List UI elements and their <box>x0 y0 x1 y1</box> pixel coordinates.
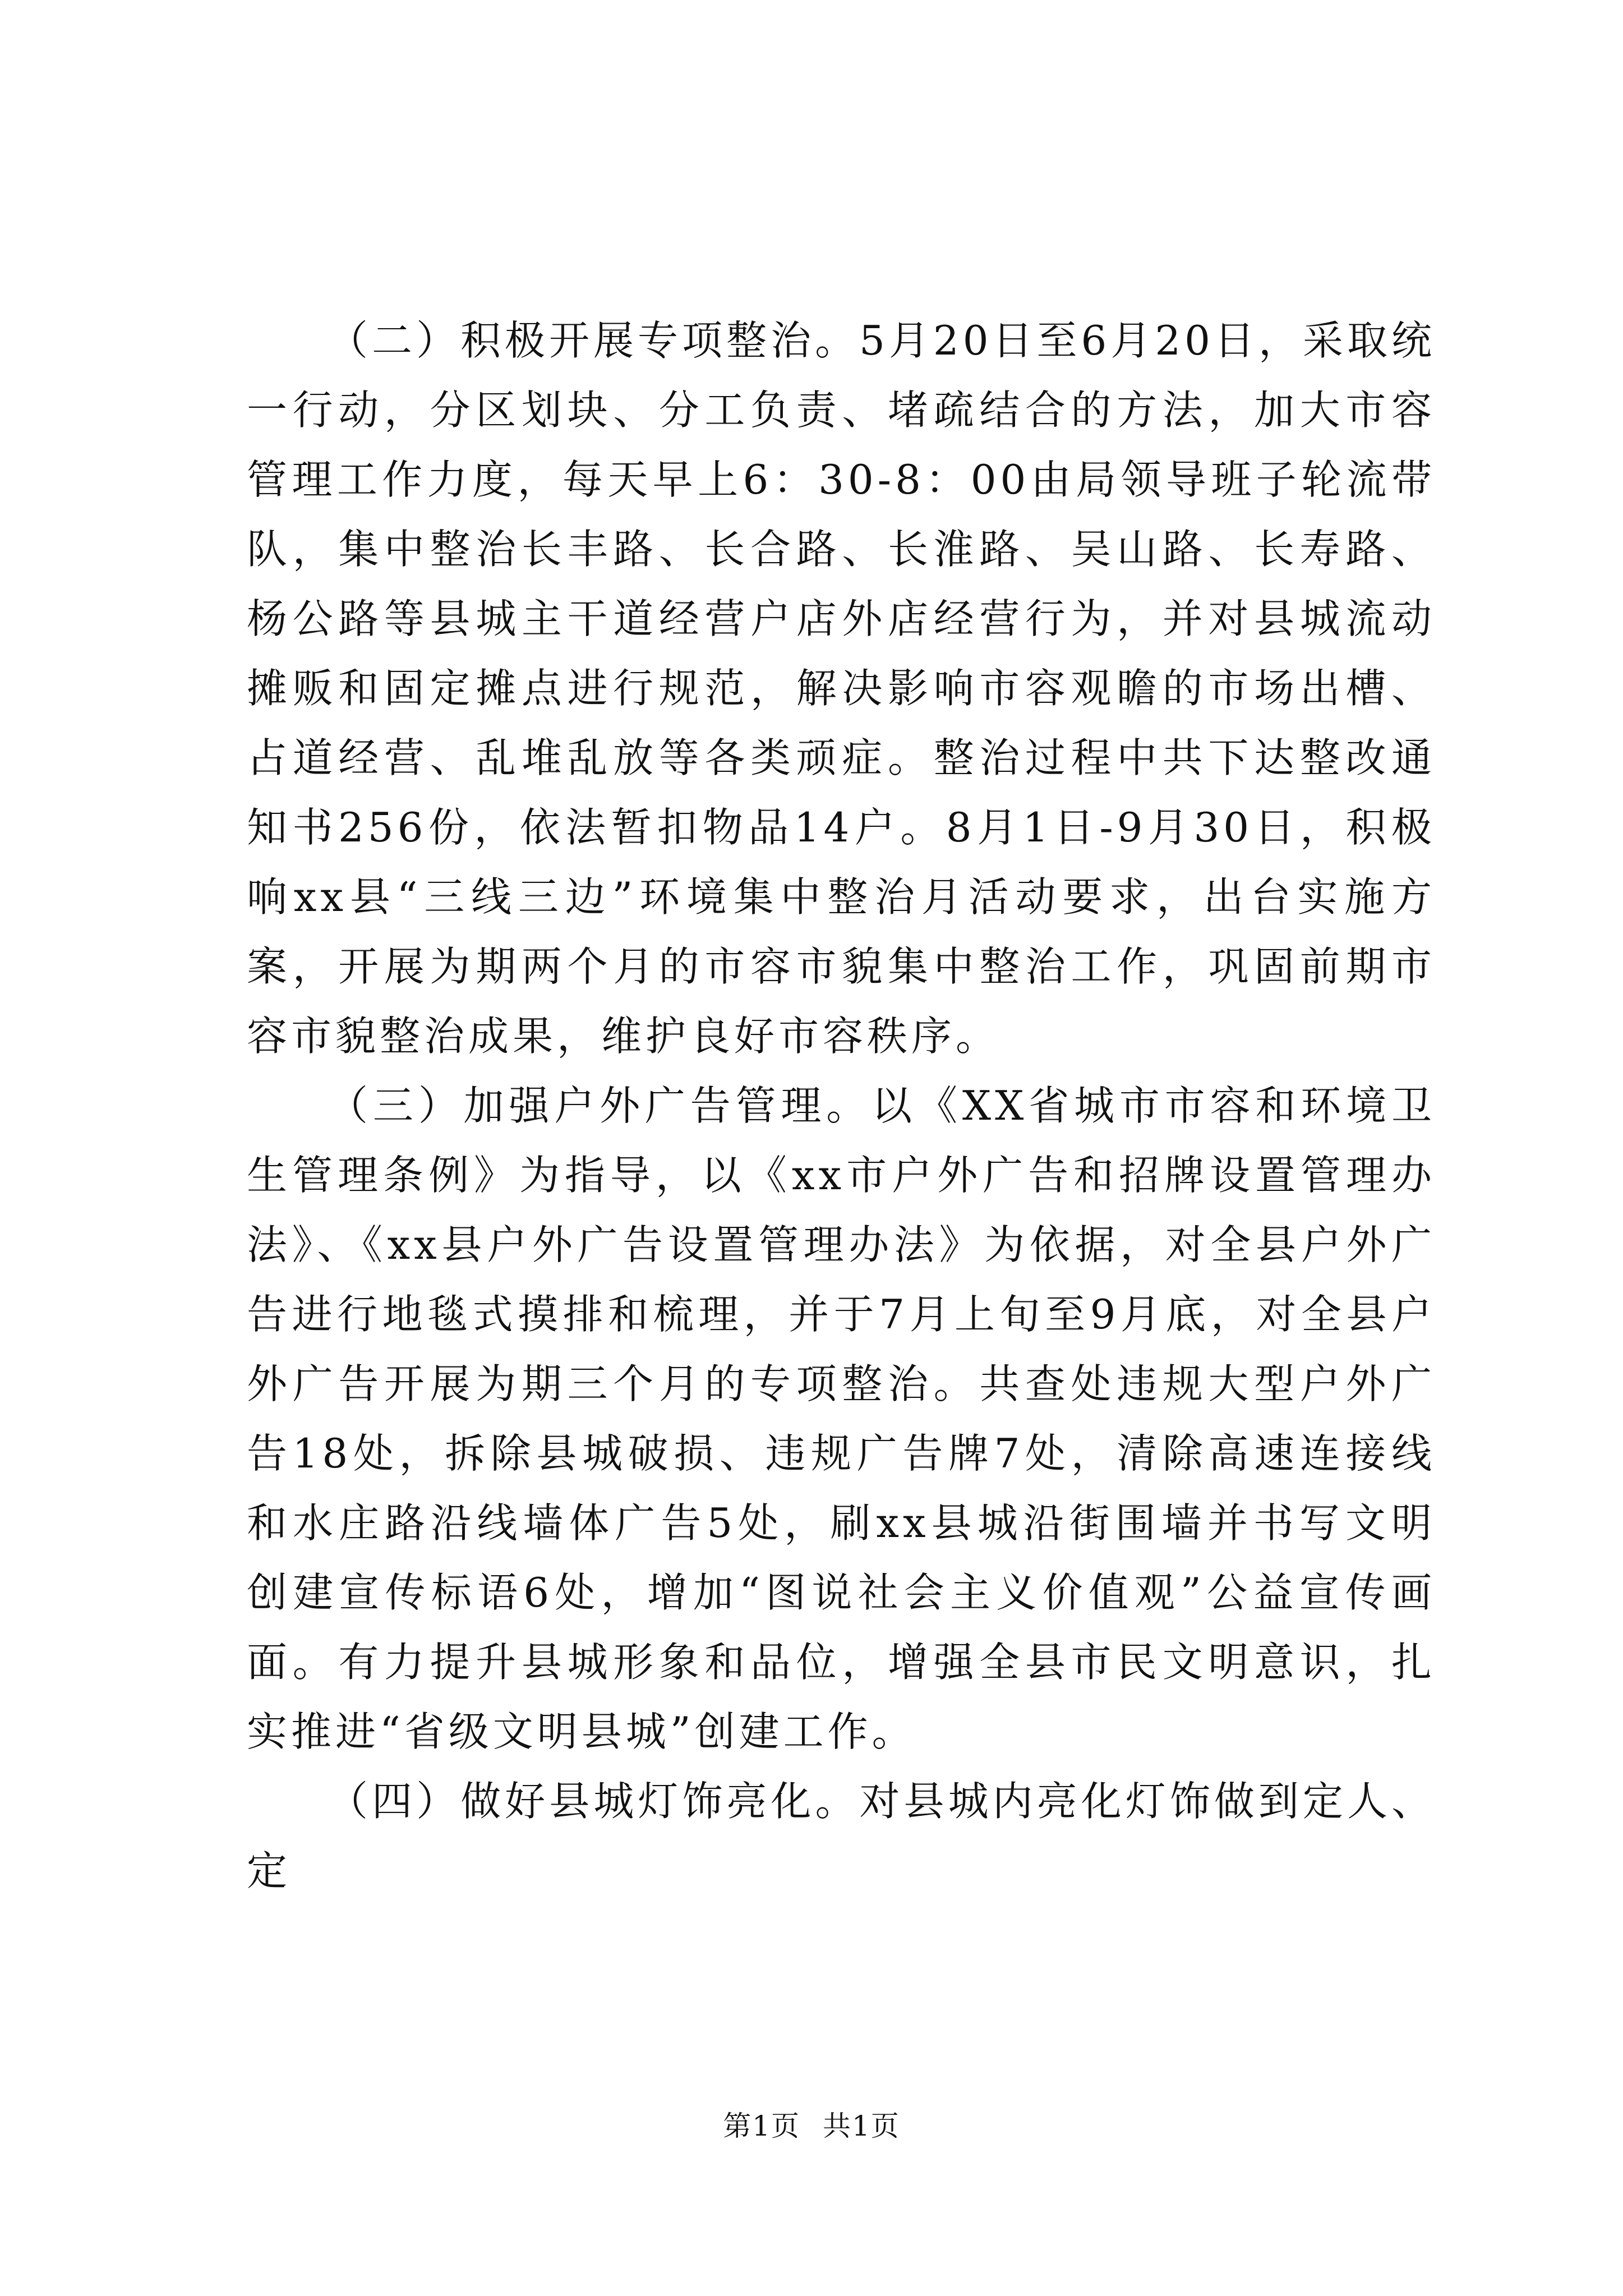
page-footer <box>0 2109 1623 2143</box>
document-body <box>247 306 1436 1906</box>
page-number: 第1页 <box>723 2110 800 2142</box>
paragraph-outdoor-advertising: （三）加强户外广告管理。以《XX省城市市容和环境卫生管理条例》为指导，以《xx市户外广告和招牌设置管理办法》、《xx县户外广告设置管理办法》为依据，对全县户外广告进行地毯式摸排和梳理，并于7月上旬至9月底，对全县户外广告开展为期三个月的专项整治。共查处违规大型户外广告18处，拆除县城破损、违规广告牌7处，清除高速连接线和水庄路沿线墙体广告5处，刷xx县城沿街围墙并书写文明创建宣传标语6处，增加“图说社会主义价值观”公益宣传画面。有力提升县城形象和品位，增强全县市民文明意识，扎实推进“省级文明县城”创建工作。 <box>247 1082 1436 1755</box>
page-total: 共1页 <box>823 2110 900 2142</box>
paragraph-lighting: （四）做好县城灯饰亮化。对县城内亮化灯饰做到定人、定 <box>247 1778 1436 1894</box>
paragraph-special-rectification: （二）积极开展专项整治。5月20日至6月20日，采取统一行动，分区划块、分工负责、堵疏结合的方法，加大市容管理工作力度，每天早上6：30-8：00由局领导班子轮流带队，集中整治长丰路、长合路、长淮路、吴山路、长寿路、杨公路等县城主干道经营户店外店经营行为，并对县城流动摊贩和固定摊点进行规范，解决影响市容观瞻的市场出槽、占道经营、乱堆乱放等各类顽症。整治过程中共下达整改通知书256份，依法暂扣物品14户。8月1日-9月30日，积极响xx县“三线三边”环境集中整治月活动要求，出台实施方案，开展为期两个月的市容市貌集中整治工作，巩固前期市容市貌整治成果，维护良好市容秩序。 <box>247 317 1436 1060</box>
